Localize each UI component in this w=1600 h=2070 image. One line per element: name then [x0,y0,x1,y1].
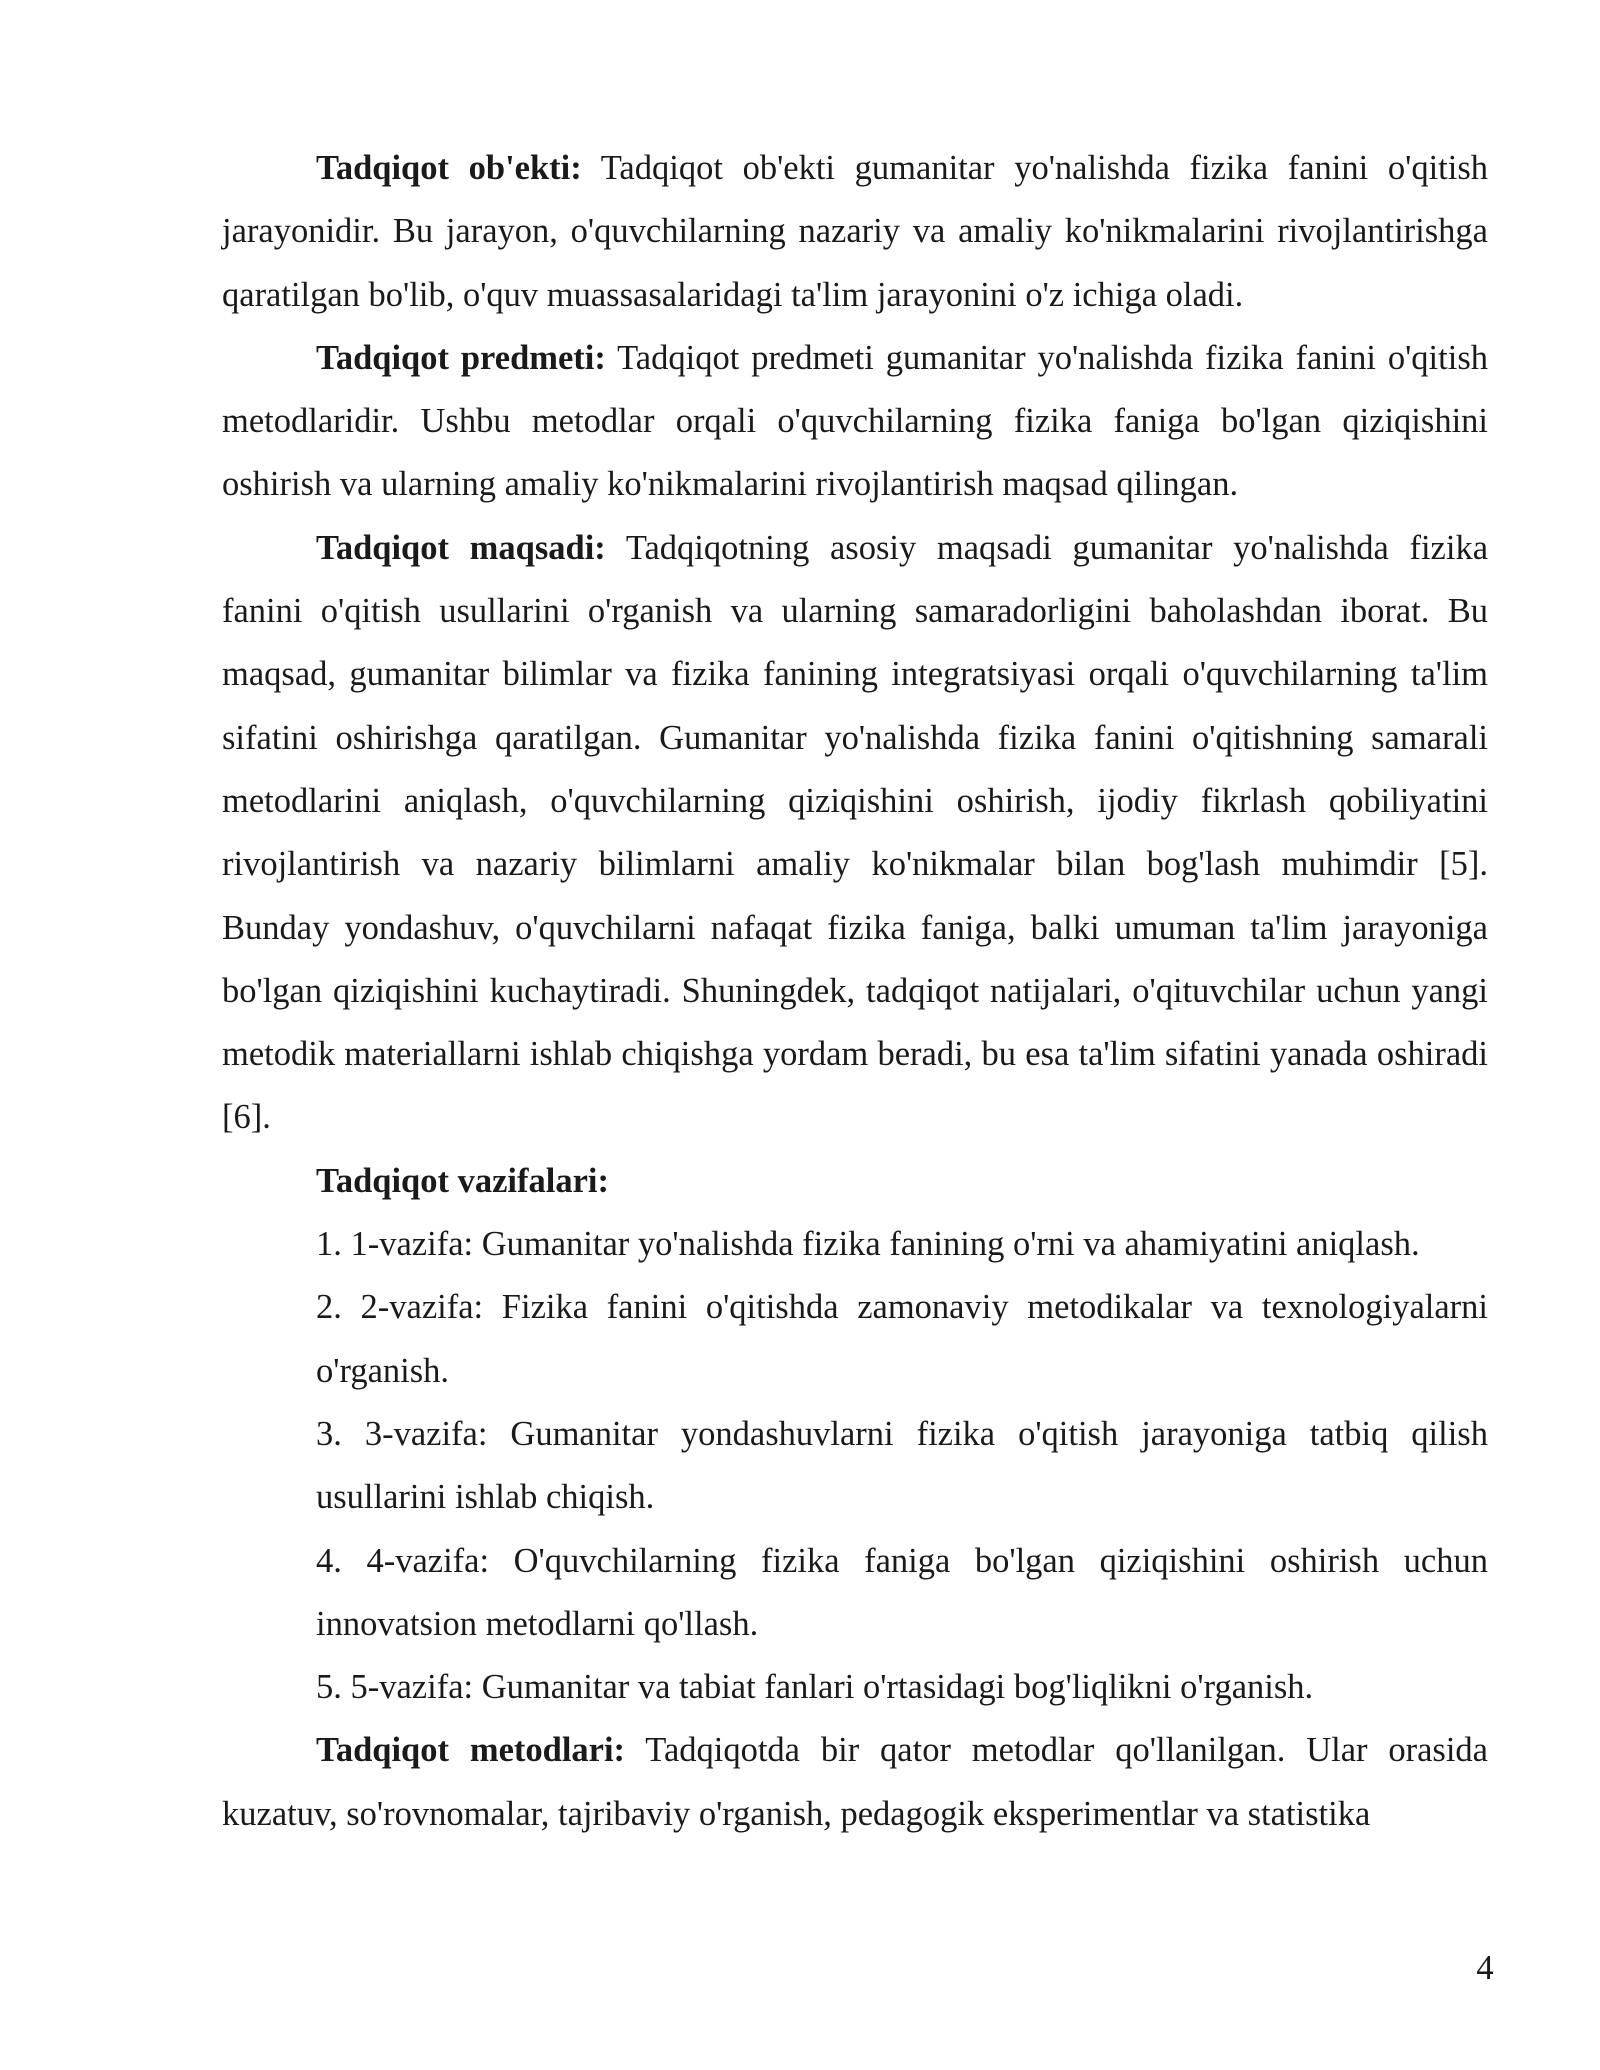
task-item-4: 4. 4-vazifa: O'quvchilarning fizika faniga bo'lgan qiziqishini oshirish uchun innovatsion metodlarni qo'llash. [316,1541,1488,1643]
research-methods-label: Tadqiqot metodlari: [316,1731,626,1770]
research-tasks-label: Tadqiqot vazifalari: [316,1161,609,1200]
task-item-5: 5. 5-vazifa: Gumanitar va tabiat fanlari o'rtasidagi bog'liqlikni o'rganish. [316,1668,1314,1707]
document-body [222,137,1488,1846]
paragraph-research-subject [222,327,1488,517]
paragraph-research-goal [222,517,1488,1150]
paragraph-research-object [222,137,1488,327]
research-goal-text: Tadqiqotning asosiy maqsadi gumanitar yo'nalishda fizika fanini o'qitish usullarini o'rganish va ularning samaradorligini baholashdan iborat. Bu maqsad, gumanitar bilimlar va fizika fanining integratsiyasi orqali o'quvchilarning ta'lim sifatini oshirishga qaratilgan. Gumanitar yo'nalishda fizika fanini o'qitishning samarali metodlarini aniqlash, o'quvchilarning qiziqishini oshirish, ijodiy fikrlash qobiliyatini rivojlantirish va nazariy bilimlarni amaliy ko'nikmalar bilan bog'lash muhimdir [5]. Bunday yondashuv, o'quvchilarni nafaqat fizika faniga, balki umuman ta'lim jarayoniga bo'lgan qiziqishini kuchaytiradi. Shuningdek, tadqiqot natijalari, o'qituvchilar uchun yangi metodik materiallarni ishlab chiqishga yordam beradi, bu esa ta'lim sifatini yanada oshiradi [6]. [222,528,1489,1137]
research-subject-text: Tadqiqot predmeti gumanitar yo'nalishda fizika fanini o'qitish metodlaridir. Ushbu metodlar orqali o'quvchilarning fizika faniga bo'lgan qiziqishini oshirish va ularning amaliy ko'nikmalarini rivojlantirish maqsad qilingan. [222,338,1488,504]
research-goal-label: Tadqiqot maqsadi: [316,528,606,567]
research-methods-text: Tadqiqotda bir qator metodlar qo'llanilgan. Ular orasida kuzatuv, so'rovnomalar, tajribaviy o'rganish, pedagogik eksperimentlar va statistika [222,1731,1488,1833]
task-item-3: 3. 3-vazifa: Gumanitar yondashuvlarni fizika o'qitish jarayoniga tatbiq qilish usullarini ishlab chiqish. [316,1414,1488,1517]
task-item-1: 1. 1-vazifa: Gumanitar yo'nalishda fizika fanining o'rni va ahamiyatini aniqlash. [316,1225,1420,1264]
task-item-2: 2. 2-vazifa: Fizika fanini o'qitishda zamonaviy metodikalar va texnologiyalarni o'rganish. [316,1288,1488,1390]
research-object-label: Tadqiqot ob'ekti: [316,149,582,187]
research-tasks-heading [222,1150,1488,1213]
research-subject-label: Tadqiqot predmeti: [316,338,606,377]
page-number: 4 [1476,1949,1494,1987]
research-object-text: Tadqiqot ob'ekti gumanitar yo'nalishda fizika fanini o'qitish jarayonidir. Bu jarayon, o'quvchilarning nazariy va amaliy ko'nikmalarini rivojlantirishga qaratilgan bo'lib, o'quv muassasalaridagi ta'lim jarayonini o'z ichiga oladi. [222,149,1489,314]
paragraph-research-methods [222,1719,1488,1846]
